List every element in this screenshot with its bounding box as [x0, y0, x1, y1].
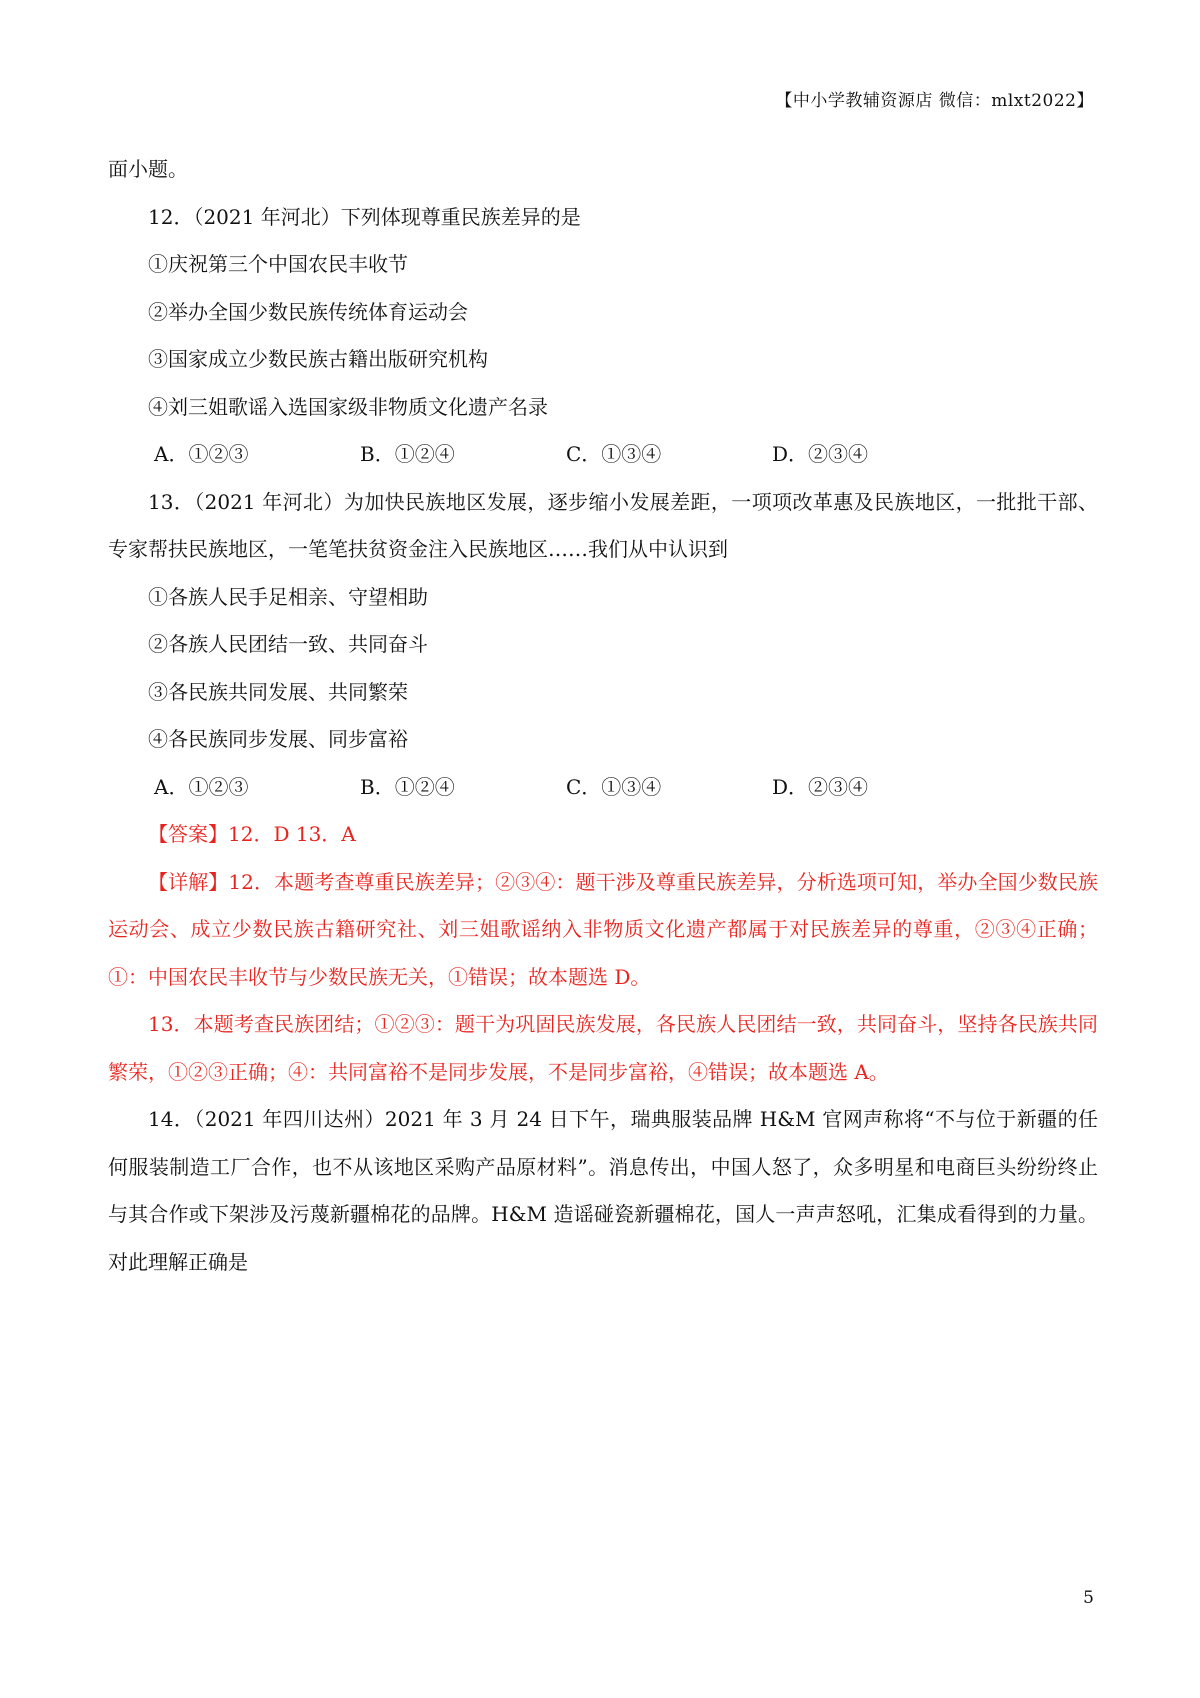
q13-options	[108, 764, 1098, 812]
q12-option-d: D．②③④	[772, 442, 869, 466]
q12-option-a: A．①②③	[154, 442, 249, 466]
q13-stem: 13．（2021 年河北）为加快民族地区发展，逐步缩小发展差距，一项项改革惠及民族地区，一批批干部、专家帮扶民族地区，一笔笔扶贫资金注入民族地区……我们从中认识到	[108, 489, 1098, 561]
header-note: 【中小学教辅资源店 微信：mlxt2022】	[775, 91, 1094, 111]
q12-item-2: ②举办全国少数民族传统体育运动会	[148, 299, 468, 324]
document-body	[108, 146, 1098, 1286]
q13-item-4: ④各民族同步发展、同步富裕	[148, 727, 408, 751]
explanation-12: 【详解】12．本题考查尊重民族差异；②③④：题干涉及尊重民族差异，分析选项可知，举办全国少数民族运动会、成立少数民族古籍研究社、刘三姐歌谣纳入非物质文化遗产都属于对民族差异的尊重，②③④正确；①：中国农民丰收节与少数民族无关，①错误；故本题选 D。	[108, 869, 1098, 989]
q12-stem: 12．（2021 年河北）下列体现尊重民族差异的是	[148, 204, 581, 229]
q13-option-a: A．①②③	[154, 774, 249, 799]
q14-stem: 14．（2021 年四川达州）2021 年 3 月 24 日下午，瑞典服装品牌 H&M 官网声称将“不与位于新疆的任何服装制造工厂合作，也不从该地区采购产品原材料”。消息传出，中国人怒了，众多明星和电商巨头纷纷终止与其合作或下架涉及污蔑新疆棉花的品牌。H&M 造谣碰瓷新疆棉花，国人一声声怒吼，汇集成看得到的力量。对此理解正确是	[108, 1107, 1098, 1274]
answer-line: 【答案】12．D 13．A	[148, 822, 356, 846]
q13-option-d: D．②③④	[772, 774, 869, 799]
explanation-13: 13．本题考查民族团结；①②③：题干为巩固民族发展，各民族人民团结一致，共同奋斗，坚持各民族共同繁荣，①②③正确；④：共同富裕不是同步发展，不是同步富裕，④错误；故本题选 A。	[108, 1012, 1098, 1084]
q13-item-3: ③各民族共同发展、共同繁荣	[148, 679, 408, 704]
q12-option-c: C．①③④	[566, 442, 662, 466]
q12-option-b: B．①②④	[360, 442, 455, 466]
page-number: 5	[1083, 1588, 1094, 1608]
q13-option-c: C．①③④	[566, 774, 662, 799]
q13-item-1: ①各族人民手足相亲、守望相助	[148, 584, 428, 609]
q12-options	[108, 431, 1098, 479]
q13-option-b: B．①②④	[360, 774, 455, 799]
intro-tail: 面小题。	[108, 157, 188, 181]
q12-item-1: ①庆祝第三个中国农民丰收节	[148, 252, 408, 276]
q12-item-4: ④刘三姐歌谣入选国家级非物质文化遗产名录	[148, 394, 548, 419]
q12-item-3: ③国家成立少数民族古籍出版研究机构	[148, 347, 488, 371]
q13-item-2: ②各族人民团结一致、共同奋斗	[148, 632, 428, 656]
